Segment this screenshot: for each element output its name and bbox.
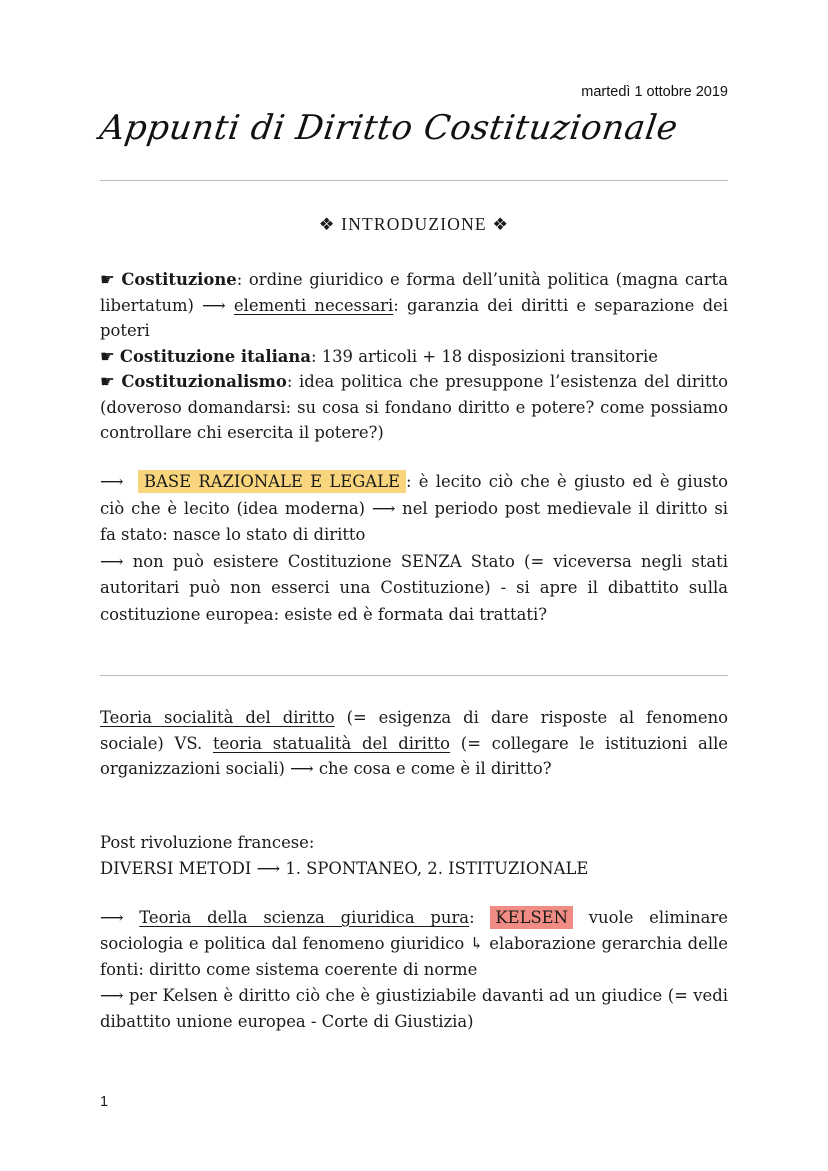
highlight-kelsen: KELSEN bbox=[490, 906, 573, 929]
arrow-right-icon: ⟶ bbox=[100, 472, 124, 491]
pointing-hand-icon: ☛ bbox=[100, 270, 115, 289]
legal-basis-block: ⟶ BASE RAZIONALE E LEGALE : è lecito ciò che è giusto ed è giusto ciò che è lecito (idea moderna) ⟶ nel periodo post medievale il diritto si fa stato: nasce lo stato di diritto ⟶ non può esistere Costituzione SENZA Stato (= viceversa negli stati autoritari può non esserci una Costituzione) - si apre il dibattito sulla costituzione europea: esiste ed è formata dai trattati? bbox=[100, 469, 728, 628]
document-title: Appunti di Diritto Costituzionale bbox=[97, 108, 681, 148]
definition-costituzione: ☛ Costituzione: ordine giuridico e forma dell’unità politica (magna carta libertatum) ⟶ elementi necessari: garanzia dei diritti e separazione dei poteri bbox=[100, 270, 729, 340]
methods-list: DIVERSI METODI ⟶ 1. SPONTANEO, 2. ISTITUZIONALE bbox=[100, 858, 589, 878]
top-divider bbox=[100, 180, 728, 181]
term-scienza-giuridica-pura: Teoria della scienza giuridica pura bbox=[139, 908, 470, 927]
kelsen-justiciability-paragraph: ⟶ per Kelsen è diritto ciò che è giustiziabile davanti ad un giudice (= vedi dibattito unione europea - Corte di Giustizia) bbox=[100, 986, 728, 1031]
kelsen-block: ⟶ Teoria della scienza giuridica pura: KELSEN vuole eliminare sociologia e politica dal fenomeno giuridico ↳ elaborazione gerarchia delle fonti: diritto come sistema coerente di norme ⟶ per Kelsen è diritto ciò che è giustiziabile davanti ad un giudice (= vedi dibattito unione europea - Corte di Giustizia) bbox=[100, 905, 728, 1035]
methods-block bbox=[100, 830, 728, 881]
pointing-hand-icon: ☛ bbox=[100, 346, 115, 366]
term-costituzione-italiana: Costituzione italiana bbox=[119, 346, 311, 366]
term-costituzionalismo: Costituzionalismo bbox=[121, 372, 287, 391]
theories-block: Teoria socialità del diritto (= esigenza di dare risposte al fenomeno sociale) VS. teoria statualità del diritto (= collegare le istituzioni alle organizzazioni sociali) ⟶ che cosa e come è il diritto? bbox=[100, 708, 729, 778]
definition-costituzionalismo: ☛ Costituzionalismo: idea politica che presuppone l’esistenza del diritto (doveroso domandarsi: su cosa si fondano diritto e potere? come possiamo controllare chi esercita il potere?) bbox=[100, 372, 728, 442]
methods-intro: Post rivoluzione francese: bbox=[100, 833, 315, 852]
definitions-block bbox=[100, 267, 728, 446]
arrow-right-icon: ⟶ bbox=[100, 908, 140, 927]
term-teoria-socialita: Teoria socialità del diritto bbox=[100, 708, 335, 727]
definition-costituzione-italiana: ☛ Costituzione italiana: 139 articoli + 18 disposizioni transitorie bbox=[100, 346, 658, 366]
section-heading: ❖ INTRODUZIONE ❖ bbox=[318, 214, 510, 234]
state-constitution-paragraph: ⟶ non può esistere Costituzione SENZA Stato (= viceversa negli stati autoritari può non esserci una Costituzione) - si apre il dibattito sulla costituzione europea: esiste ed è formata dai trattati? bbox=[100, 551, 728, 624]
document-date: martedì 1 ottobre 2019 bbox=[581, 84, 728, 100]
pointing-hand-icon: ☛ bbox=[100, 372, 115, 391]
term-teoria-statualita: teoria statualità del diritto bbox=[213, 733, 451, 753]
term-elementi-necessari: elementi necessari bbox=[233, 295, 394, 315]
term-costituzione: Costituzione bbox=[121, 270, 237, 289]
page-number: 1 bbox=[100, 1094, 109, 1110]
highlight-base-razionale: BASE RAZIONALE E LEGALE bbox=[138, 470, 406, 493]
middle-divider bbox=[100, 675, 728, 676]
